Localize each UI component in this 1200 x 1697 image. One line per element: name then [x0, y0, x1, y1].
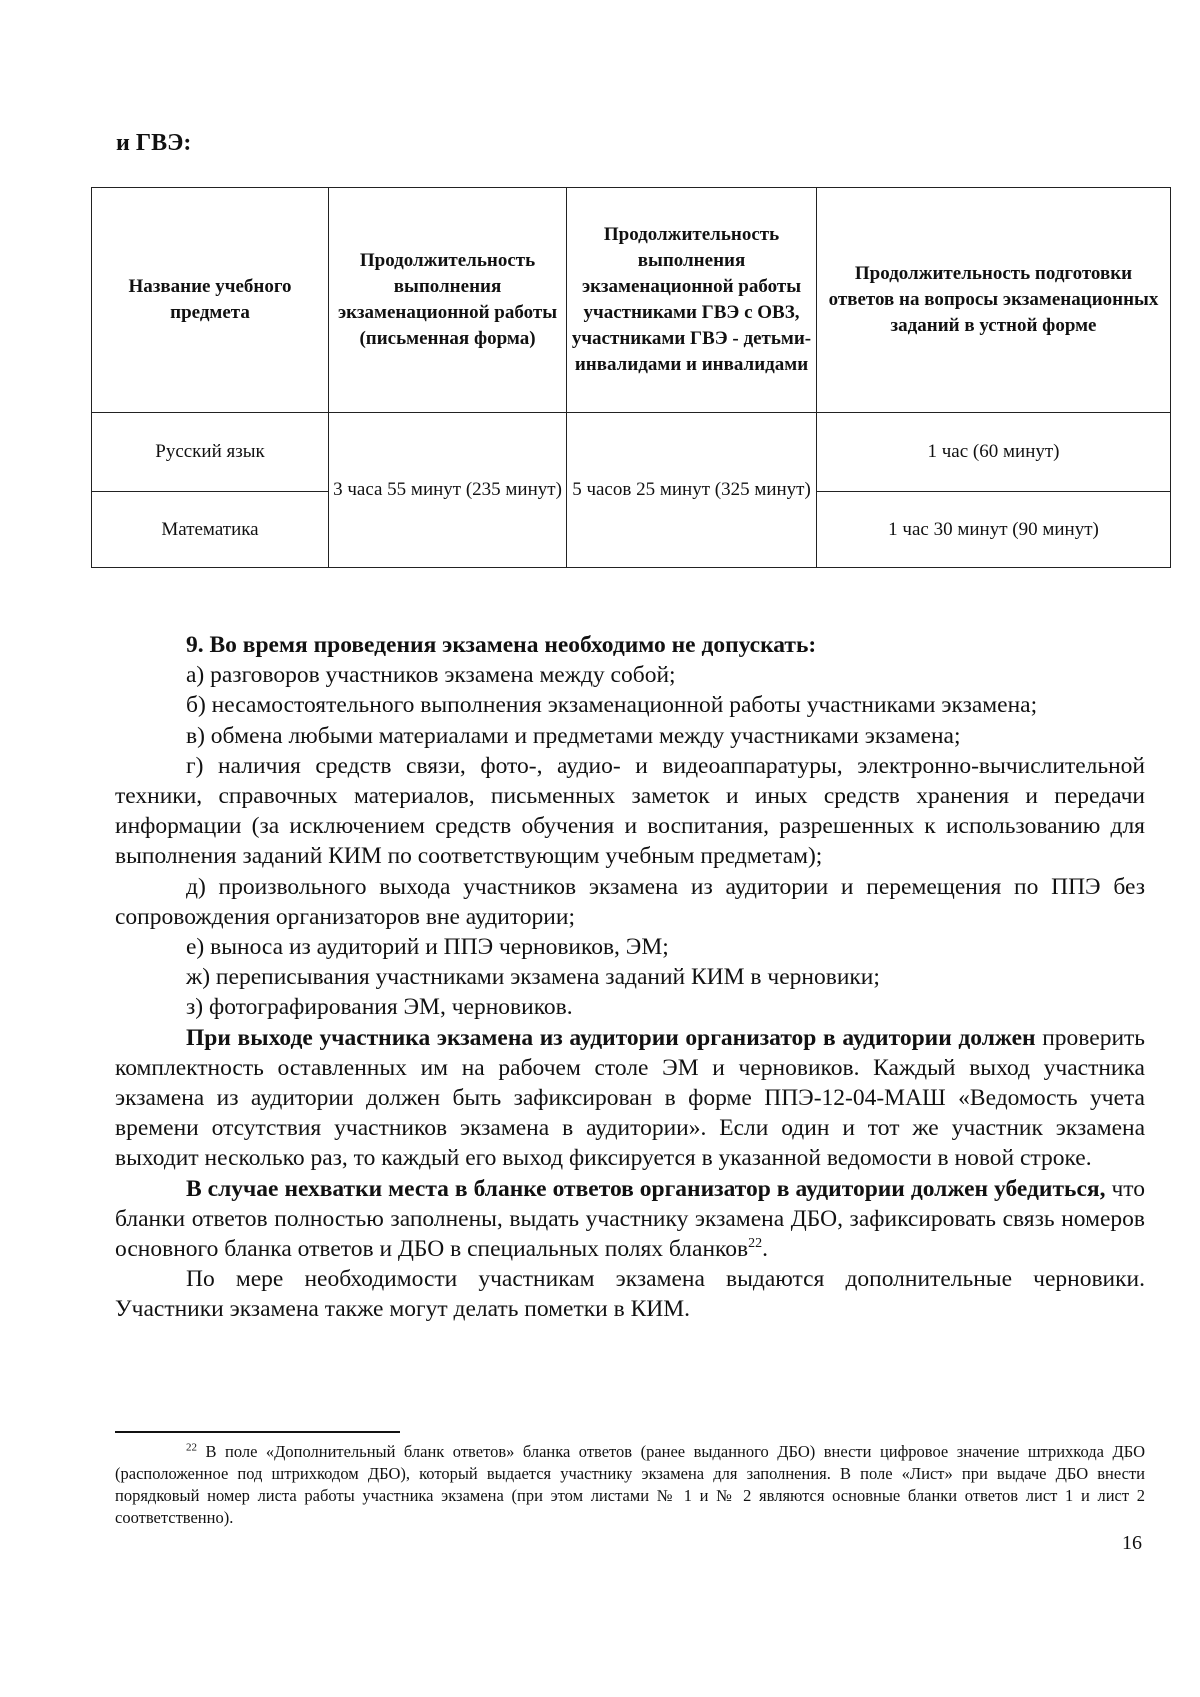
page-number: 16 — [1122, 1532, 1142, 1554]
section-9-body — [115, 630, 1145, 1325]
list-item: г) наличия средств связи, фото-, аудио- и видеоаппаратуры, электронно-вычислительной техники, справочных материалов, письменных заметок и иных средств хранения и передачи информации (за исключением средств обучения и воспитания, разрешенных к использованию для выполнения заданий КИМ по соответствующим учебным предметам); — [115, 752, 1145, 870]
list-item: з) фотографирования ЭМ, черновиков. — [186, 994, 573, 1021]
exam-duration-table — [91, 187, 1171, 568]
table-header-row — [92, 188, 1171, 413]
shortage-paragraph: В случае нехватки места в бланке ответов организатор в аудитории должен убедиться, что бланки ответов полностью заполнены, выдать участнику экзамена ДБО, зафиксировать связь номеров основного бланка ответов и ДБО в специальных полях бланков$^{22}$. — [115, 1175, 1145, 1263]
exit-paragraph — [115, 1023, 1145, 1174]
footnote-divider — [115, 1431, 400, 1433]
header-subject: Название учебного предмета — [92, 188, 329, 413]
footnote-text: В поле «Дополнительный бланк ответов» бланка ответов (ранее выданного ДБО) внести цифровое значение штрихкода ДБО (расположенное под штрихкодом ДБО), который выдается участнику экзамена для заполнения. В поле «Лист» при выдаче ДБО внести порядковый номер листа работы участника экзамена (при этом листами № 1 и № 2 являются основные бланки ответов лист 1 и лист 2 соответственно). — [115, 1442, 1145, 1527]
list-item: а) разговоров участников экзамена между собой; — [186, 662, 676, 689]
shortage-paragraph-bold: В случае нехватки места в бланке ответов организатор в аудитории должен убедиться, — [186, 1175, 1106, 1202]
exit-paragraph-bold: При выходе участника экзамена из аудитории организатор в аудитории должен — [186, 1024, 1036, 1051]
cell-subject: Русский язык — [92, 413, 329, 492]
footnote — [115, 1441, 1145, 1529]
section-heading-continuation: и ГВЭ: — [116, 130, 192, 156]
list-item: д) произвольного выхода участников экзамена из аудитории и перемещения по ППЭ без сопровождения организаторов вне аудитории; — [115, 873, 1145, 930]
cell-ovz-duration: 5 часов 25 минут (325 минут) — [567, 413, 817, 568]
table-row — [92, 413, 1171, 492]
header-written-duration: Продолжительность выполнения экзаменационной работы (письменная форма) — [329, 188, 567, 413]
header-ovz-duration: Продолжительность выполнения экзаменационной работы участниками ГВЭ с ОВЗ, участниками ГВЭ - детьми-инвалидами и инвалидами — [567, 188, 817, 413]
cell-oral-duration: 1 час (60 минут) — [817, 413, 1171, 492]
list-item: б) несамостоятельного выполнения экзаменационной работы участниками экзамена; — [186, 692, 1038, 719]
footnote-number: 22 — [186, 1441, 197, 1454]
shortage-paragraph-text: что бланки ответов полностью заполнены, выдать участнику экзамена ДБО, зафиксировать связь номеров основного бланка ответов и ДБО в специальных полях бланков — [115, 1175, 1145, 1263]
list-item: в) обмена любыми материалами и предметами между участниками экзамена; — [186, 722, 961, 749]
header-oral-duration: Продолжительность подготовки ответов на вопросы экзаменационных заданий в устной форме — [817, 188, 1171, 413]
footnote-reference[interactable]: 22 — [748, 1236, 763, 1252]
cell-subject: Математика — [92, 492, 329, 568]
drafts-paragraph: По мере необходимости участникам экзамена выдаются дополнительные черновики. Участники экзамена также могут делать пометки в КИМ. — [115, 1266, 1145, 1323]
cell-written-duration: 3 часа 55 минут (235 минут) — [329, 413, 567, 568]
exit-paragraph-text: проверить комплектность оставленных им на рабочем столе ЭМ и черновиков. Каждый выход участника экзамена из аудитории должен быть зафиксирован в форме ППЭ-12-04-МАШ «Ведомость учета времени отсутствия участников экзамена в аудитории». Если один и тот же участник экзамена выходит несколько раз, то каждый его выход фиксируется в указанной ведомости в новой строке. — [115, 1024, 1146, 1172]
list-item: е) выноса из аудиторий и ППЭ черновиков, ЭМ; — [186, 934, 669, 961]
list-item: ж) переписывания участниками экзамена заданий КИМ в черновики; — [186, 964, 880, 991]
cell-oral-duration: 1 час 30 минут (90 минут) — [817, 492, 1171, 568]
section-9-title: 9. Во время проведения экзамена необходимо не допускать: — [186, 632, 817, 658]
